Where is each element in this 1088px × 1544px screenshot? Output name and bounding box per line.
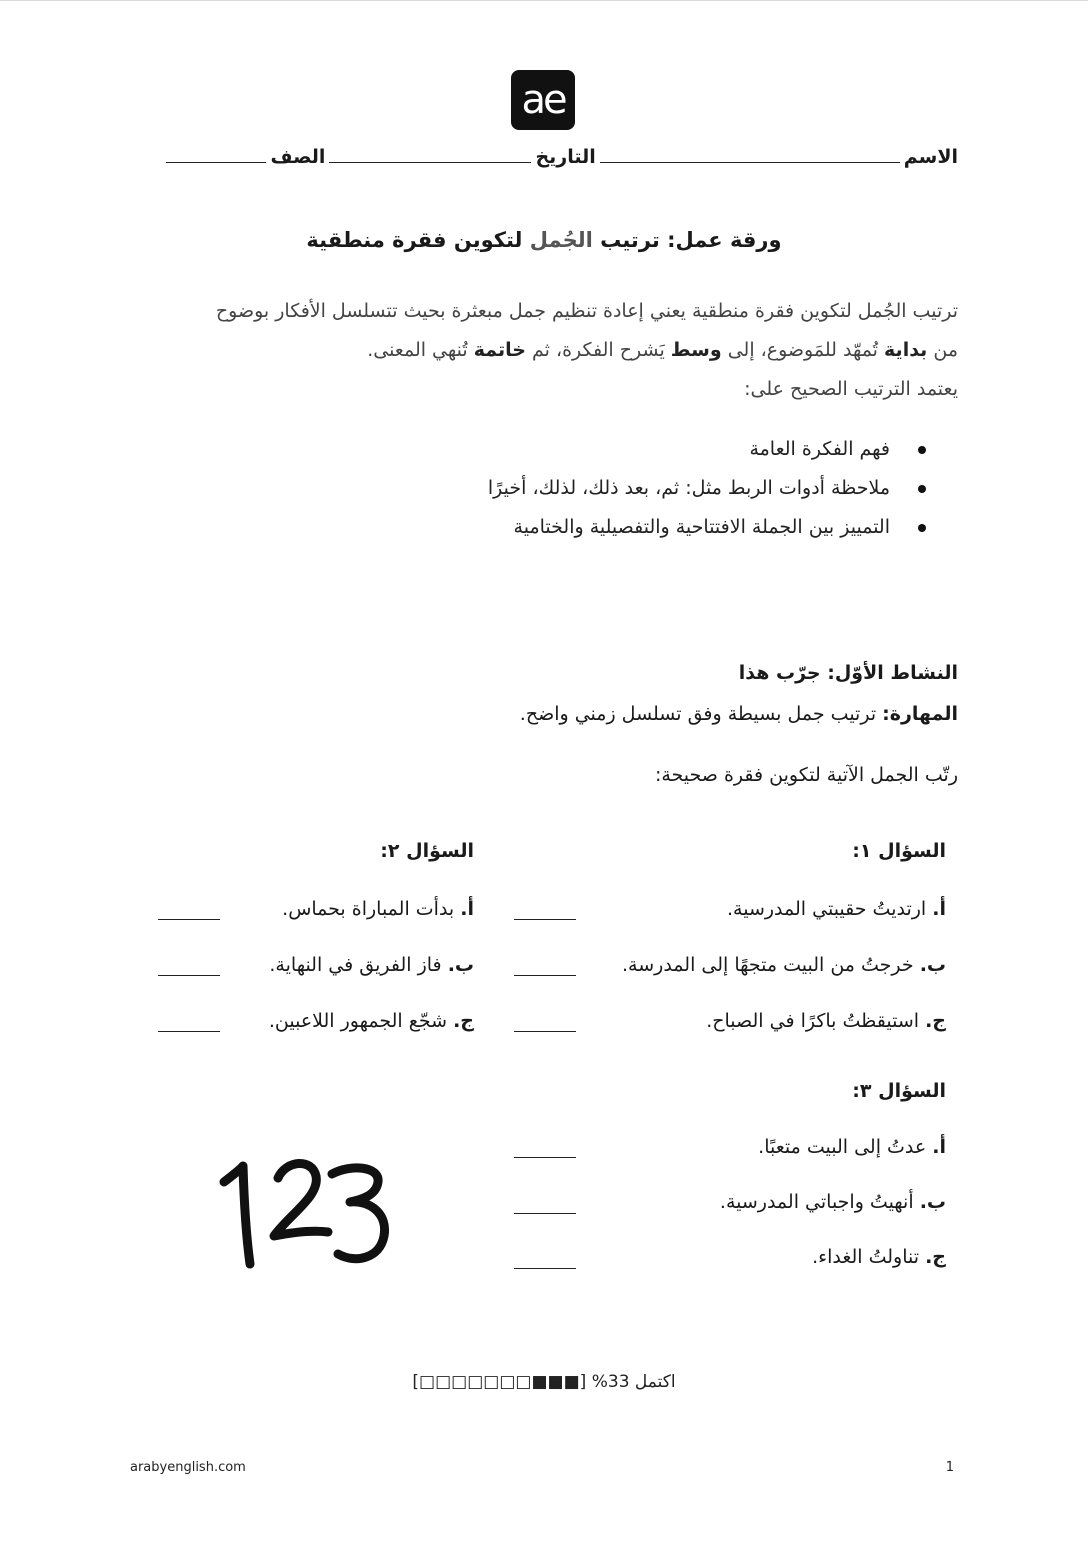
question-2-item-b: [230, 954, 474, 976]
date-field[interactable]: [329, 161, 531, 163]
question-3-heading: السؤال ٣:: [852, 1080, 946, 1102]
question-3-item-a: [600, 1136, 946, 1158]
logo: ae: [511, 70, 575, 130]
intro-line1: ترتيب الجُمل لتكوين فقرة منطقية يعني إعادة تنظيم جمل مبعثرة بحيث تتسلسل الأفكار بوضوح: [215, 300, 958, 322]
item-letter: أ.: [460, 898, 474, 920]
skill-label: المهارة:: [882, 703, 958, 725]
question-1-heading: السؤال ١:: [852, 840, 946, 862]
handwritten-numbers: [210, 1140, 400, 1280]
answer-blank[interactable]: [514, 918, 576, 920]
item-text: شجّع الجمهور اللاعبين.: [268, 1010, 448, 1032]
answer-blank[interactable]: [514, 1267, 576, 1269]
item-text: بدأت المباراة بحماس.: [282, 898, 455, 920]
item-text: خرجتُ من البيت متجهًا إلى المدرسة.: [622, 954, 914, 976]
answer-blank[interactable]: [514, 1212, 576, 1214]
answer-blank[interactable]: [514, 1030, 576, 1032]
intro-text: تُمهّد للمَوضوع، إلى: [727, 339, 878, 361]
intro-text: تُنهي المعنى.: [367, 339, 468, 361]
question-3-item-c: [600, 1246, 946, 1268]
question-1-item-c: [600, 1010, 946, 1032]
answer-blank[interactable]: [158, 918, 220, 920]
question-2-heading: السؤال ٢:: [380, 840, 474, 862]
name-label: الاسم: [903, 146, 958, 168]
criteria-list: [130, 430, 926, 547]
intro-line3: يعتمد الترتيب الصحيح على:: [744, 378, 958, 400]
item-letter: ج.: [925, 1010, 946, 1032]
list-item: ملاحظة أدوات الربط مثل: ثم، بعد ذلك، لذلك، أخيرًا: [130, 469, 926, 508]
list-item: فهم الفكرة العامة: [130, 430, 926, 469]
answer-blank[interactable]: [514, 974, 576, 976]
answer-blank[interactable]: [514, 1156, 576, 1158]
item-letter: أ.: [932, 898, 946, 920]
intro-paragraph: [130, 292, 958, 409]
footer-site[interactable]: arabyenglish.com: [130, 1460, 246, 1475]
intro-keyword-middle: وسط: [670, 339, 722, 361]
class-label: الصف: [270, 146, 326, 168]
progress-label: اكتمل 33%: [591, 1372, 676, 1392]
progress-indicator: [330, 1372, 758, 1392]
intro-line2: [130, 331, 958, 370]
activity-skill: [130, 703, 958, 725]
list-item: التمييز بين الجملة الافتتاحية والتفصيلية والختامية: [130, 508, 926, 547]
question-2-item-c: [230, 1010, 474, 1032]
answer-blank[interactable]: [158, 974, 220, 976]
item-text: فاز الفريق في النهاية.: [269, 954, 442, 976]
item-letter: ب.: [919, 954, 946, 976]
activity-instruction: رتّب الجمل الآتية لتكوين فقرة صحيحة:: [654, 764, 958, 786]
progress-bar: [■■■□□□□□□□]: [412, 1372, 587, 1392]
page-number: 1: [945, 1460, 954, 1475]
date-label: التاريخ: [535, 146, 596, 168]
item-letter: ج.: [453, 1010, 474, 1032]
item-text: ارتديتُ حقيبتي المدرسية.: [727, 898, 927, 920]
title-part1: ورقة عمل: ترتيب: [600, 228, 782, 252]
item-letter: أ.: [932, 1136, 946, 1158]
name-field[interactable]: [600, 161, 900, 163]
activity-title: النشاط الأوّل: جرّب هذا: [738, 662, 958, 684]
item-letter: ب.: [919, 1191, 946, 1213]
item-text: استيقظتُ باكرًا في الصباح.: [706, 1010, 920, 1032]
intro-keyword-ending: خاتمة: [473, 339, 526, 361]
worksheet-title: [130, 228, 958, 252]
question-2-item-a: [230, 898, 474, 920]
top-border: [0, 0, 1088, 1]
item-text: عدتُ إلى البيت متعبًا.: [758, 1136, 927, 1158]
question-3-item-b: [600, 1191, 946, 1213]
intro-text: من: [933, 339, 958, 361]
class-field[interactable]: [166, 161, 266, 163]
item-letter: ب.: [447, 954, 474, 976]
question-1-item-b: [560, 954, 946, 976]
intro-text: يَشرح الفكرة، ثم: [532, 339, 665, 361]
item-text: أنهيتُ واجباتي المدرسية.: [719, 1191, 914, 1213]
title-highlight: الجُمل: [529, 228, 593, 252]
question-1-item-a: [600, 898, 946, 920]
title-part2: لتكوين فقرة منطقية: [306, 228, 523, 252]
intro-keyword-beginning: بداية: [884, 339, 928, 361]
item-letter: ج.: [925, 1246, 946, 1268]
item-text: تناولتُ الغداء.: [812, 1246, 920, 1268]
student-info-row: [130, 146, 958, 168]
skill-text: ترتيب جمل بسيطة وفق تسلسل زمني واضح.: [519, 703, 877, 725]
answer-blank[interactable]: [158, 1030, 220, 1032]
